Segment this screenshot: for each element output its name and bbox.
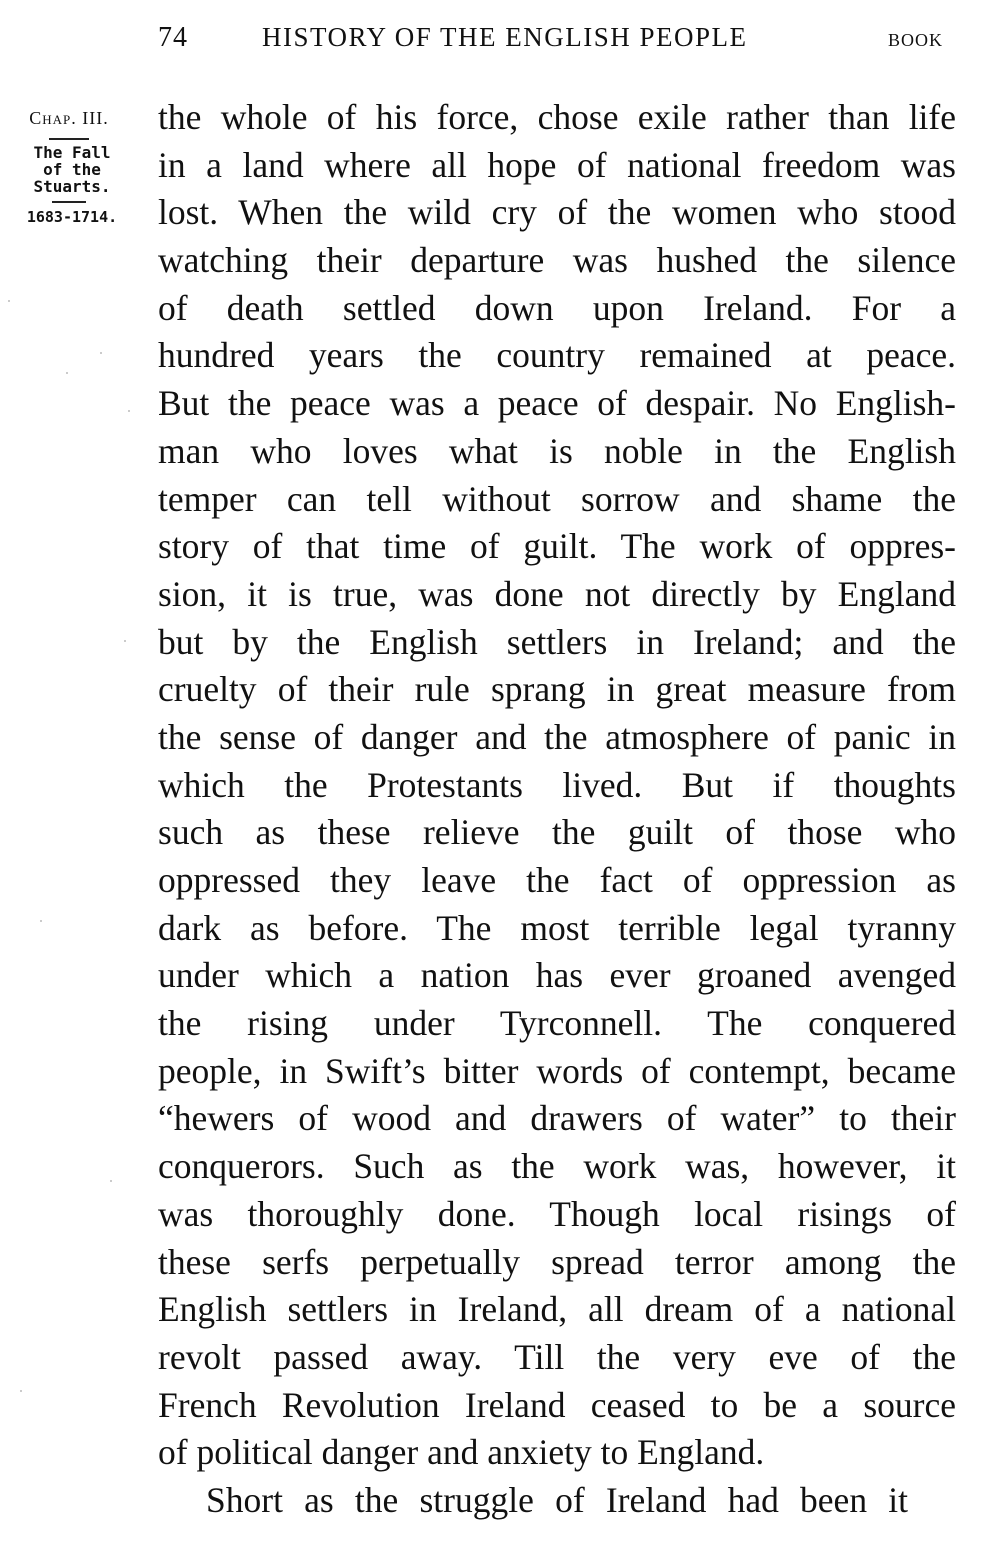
text-line: which the Protestants lived. But if thoughts — [158, 764, 956, 805]
text-line: story of that time of guilt. The work of oppres- — [158, 526, 956, 567]
scan-speck — [20, 1390, 22, 1392]
text-line: the whole of his force, chose exile rather than life — [158, 97, 956, 137]
text-line: of death settled down upon Ireland. For a — [158, 287, 956, 328]
text-line: revolt passed away. Till the very eve of the — [158, 1336, 956, 1377]
margin-title — [0, 144, 138, 195]
text-line: English settlers in Ireland, all dream of a national — [158, 1289, 956, 1330]
scan-speck — [100, 352, 102, 354]
scan-speck — [124, 640, 126, 642]
text-line: the rising under Tyrconnell. The conquered — [158, 1003, 956, 1044]
text-line: dark as before. The most terrible legal tyranny — [158, 907, 956, 948]
text-line: But the peace was a peace of despair. No English- — [158, 383, 956, 424]
margin-rule-bottom — [52, 201, 86, 203]
text-line: the sense of danger and the atmosphere of panic in — [158, 716, 956, 757]
body-text — [158, 94, 956, 1525]
text-line: temper can tell without sorrow and shame the — [158, 478, 956, 519]
text-line: watching their departure was hushed the silence — [158, 240, 956, 281]
scan-speck — [40, 920, 42, 922]
scan-speck — [128, 410, 130, 412]
text-line: man who loves what is noble in the English — [158, 430, 956, 471]
scan-speck — [8, 300, 10, 302]
text-line: cruelty of their rule sprang in great measure from — [158, 669, 956, 710]
chapter-label: Chap. III. — [29, 108, 109, 128]
text-line: these serfs perpetually spread terror among the — [158, 1241, 956, 1282]
text-line: oppressed they leave the fact of oppression as — [158, 860, 956, 900]
text-line: sion, it is true, was done not directly by England — [158, 573, 956, 614]
scan-speck — [110, 1180, 112, 1182]
text-line: lost. When the wild cry of the women who stood — [158, 192, 956, 233]
text-line: people, in Swift’s bitter words of contempt, became — [158, 1050, 956, 1091]
margin-title-line-3: Stuarts. — [33, 177, 111, 196]
text-line: but by the English settlers in Ireland; and the — [158, 621, 956, 662]
margin-title-line-1: The Fall — [33, 143, 111, 162]
running-header — [0, 22, 1000, 62]
margin-rule-top — [49, 138, 89, 140]
text-line: conquerors. Such as the work was, however, it — [158, 1146, 956, 1187]
scan-speck — [66, 372, 68, 374]
text-line: “hewers of wood and drawers of water” to their — [158, 1098, 956, 1139]
marginal-notes — [0, 104, 138, 227]
book-label: BOOK — [888, 30, 944, 50]
margin-title-line-2: of the — [43, 160, 101, 179]
page-number: 74 — [158, 22, 188, 53]
text-line: hundred years the country remained at peace. — [158, 335, 956, 376]
running-title: HISTORY OF THE ENGLISH PEOPLE — [262, 22, 748, 52]
text-line: in a land where all hope of national freedom was — [158, 144, 956, 185]
text-line-paragraph-start: Short as the struggle of Ireland had been it — [206, 1479, 908, 1520]
text-line: French Revolution Ireland ceased to be a source — [158, 1384, 956, 1425]
text-line-paragraph-end: of political danger and anxiety to England. — [158, 1432, 765, 1473]
text-line: was thoroughly done. Though local risings of — [158, 1193, 956, 1234]
text-line: under which a nation has ever groaned avenged — [158, 955, 956, 996]
text-line: such as these relieve the guilt of those who — [158, 812, 956, 853]
margin-years: 1683-1714. — [26, 208, 118, 226]
